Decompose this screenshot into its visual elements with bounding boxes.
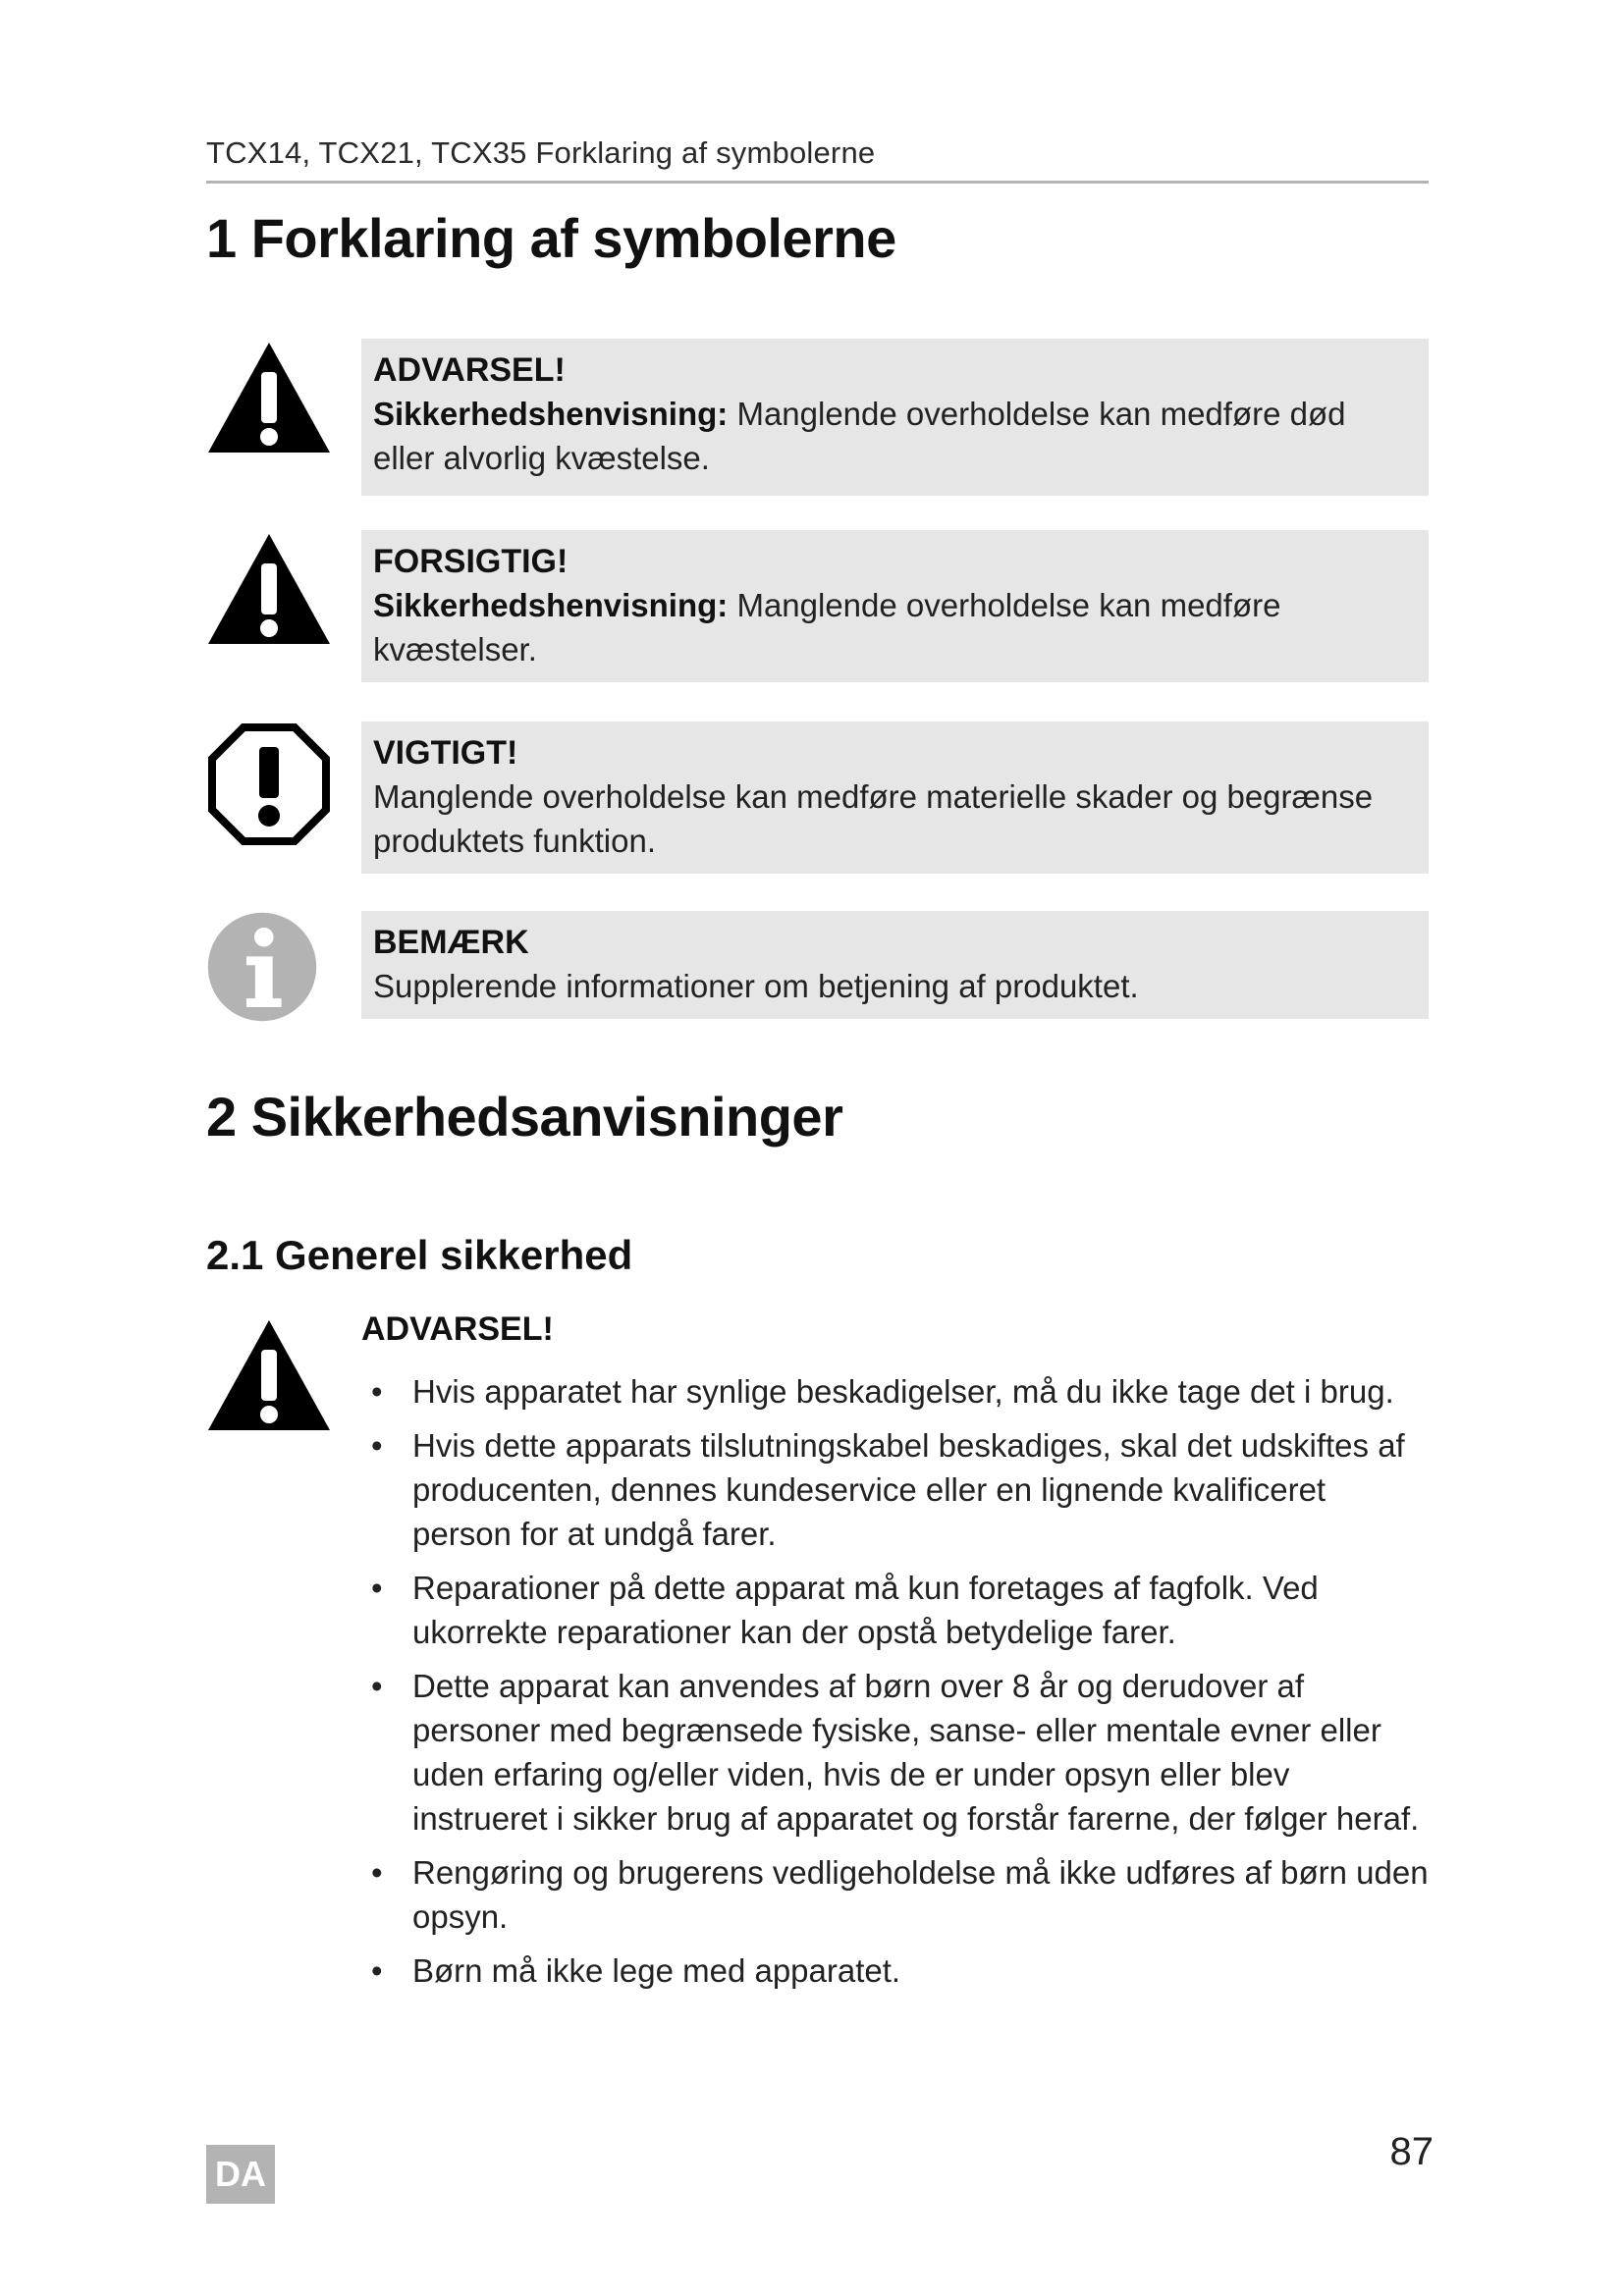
- list-item: • Hvis apparatet har synlige beskadigelser, må du ikke tage det i brug.: [371, 1373, 1394, 1410]
- notice-forsigtig: [206, 530, 1429, 682]
- warning-triangle-icon: [206, 339, 332, 464]
- octagon-exclamation-icon: [206, 721, 332, 847]
- list-item: • Dette apparat kan anvendes af børn over 8 år og derudover af personer med begrænsede fysiske, sanse- eller mentale evner eller uden erfaring og/eller viden, hvis de er under opsyn eller blev instrueret i sikker brug af apparatet og forstår farerne, der følger heraf.: [371, 1668, 1420, 1837]
- notice-title: FORSIGTIG!: [373, 543, 568, 580]
- header-divider: [206, 181, 1429, 184]
- section-2-heading: 2 Sikkerhedsanvisninger: [206, 1086, 843, 1148]
- notice-vigtigt: [206, 721, 1429, 874]
- info-circle-icon: [206, 911, 318, 1023]
- language-badge: DA: [206, 2145, 275, 2204]
- list-item: • Reparationer på dette apparat må kun foretages af fagfolk. Ved ukorrekte reparationer kan der opstå betydelige farer.: [371, 1570, 1319, 1650]
- running-header: TCX14, TCX21, TCX35 Forklaring af symbolerne: [206, 135, 876, 170]
- notice-box: [361, 721, 1429, 874]
- notice-label: Sikkerhedshenvisning:: [373, 587, 729, 623]
- notice-box: [361, 530, 1429, 682]
- warning-title: ADVARSEL!: [361, 1310, 554, 1348]
- notice-text: Manglende overholdelse kan medføre materielle skader og begrænse produktets funktion.: [373, 778, 1374, 859]
- notice-title: ADVARSEL!: [373, 351, 566, 389]
- page-number: 87: [1389, 2130, 1434, 2173]
- notice-label: Sikkerhedshenvisning:: [373, 396, 729, 432]
- warning-triangle-icon: [206, 530, 332, 656]
- section-1-heading: 1 Forklaring af symbolerne: [206, 207, 896, 269]
- list-item: • Hvis dette apparats tilslutningskabel beskadiges, skal det udskiftes af producenten, dennes kundeservice eller en lignende kvalificeret person for at undgå farer.: [371, 1427, 1405, 1552]
- notice-text: [373, 583, 1415, 671]
- notice-bemaerk: [206, 911, 1429, 1021]
- notice-box: [361, 339, 1429, 496]
- safety-bullet-list: [361, 1369, 1434, 2002]
- list-item: • Rengøring og brugerens vedligeholdelse må ikke udføres af børn uden opsyn.: [371, 1854, 1429, 1935]
- notice-text: Supplerende informationer om betjening af produktet.: [373, 968, 1139, 1004]
- warning-triangle-icon: [206, 1316, 332, 1442]
- notice-body: Manglende overholdelse kan medføre død eller alvorlig kvæstelse.: [373, 396, 1346, 476]
- section-2-1-heading: 2.1 Generel sikkerhed: [206, 1232, 633, 1278]
- list-item: • Børn må ikke lege med apparatet.: [371, 1952, 901, 1989]
- notice-title: BEMÆRK: [373, 924, 529, 961]
- notice-text: [373, 392, 1415, 480]
- notice-advarsel: [206, 339, 1429, 496]
- notice-box: [361, 911, 1429, 1019]
- notice-title: VIGTIGT!: [373, 734, 518, 772]
- notice-body: Manglende overholdelse kan medføre kvæstelser.: [373, 587, 1281, 667]
